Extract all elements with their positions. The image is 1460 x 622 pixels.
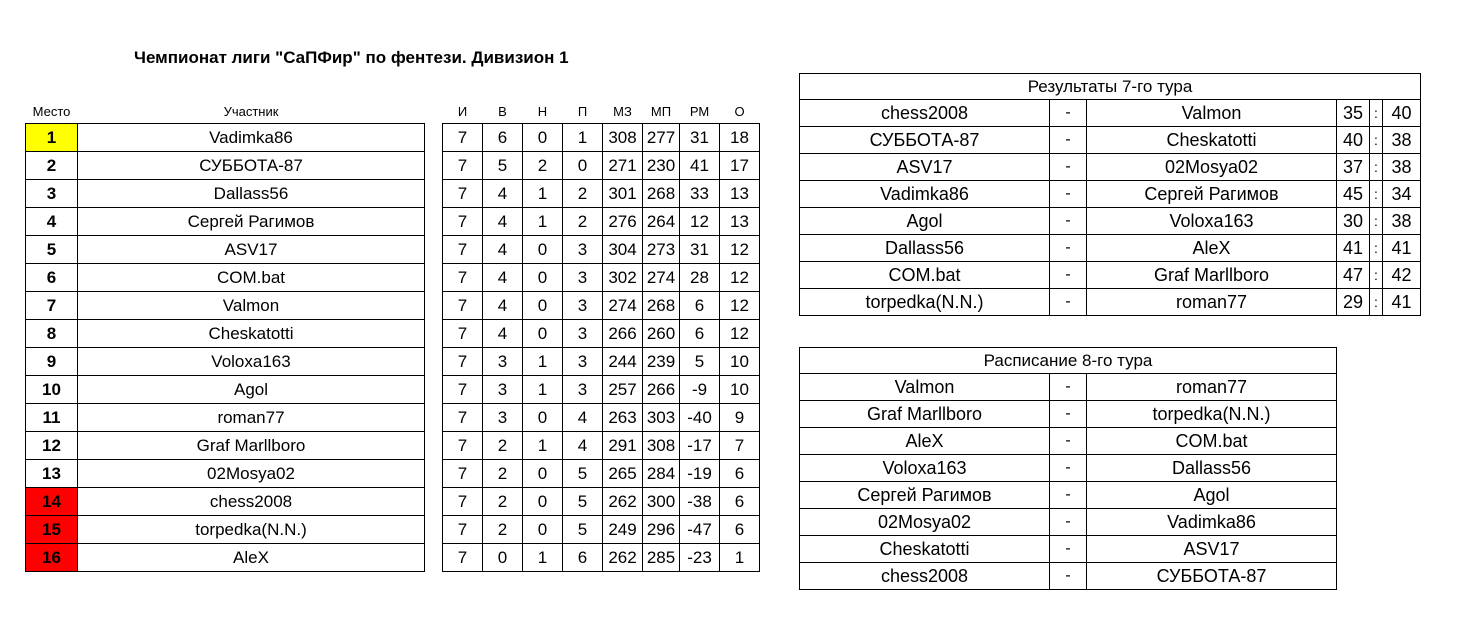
versus-dash: - [1050, 235, 1087, 262]
home-team: AleX [800, 428, 1050, 455]
scored-cell: 262 [603, 488, 643, 516]
games-cell: 7 [443, 376, 483, 404]
home-team: chess2008 [800, 100, 1050, 127]
versus-dash: - [1050, 208, 1087, 235]
home-score: 41 [1337, 235, 1370, 262]
draws-cell: 1 [523, 348, 563, 376]
place-cell: 5 [26, 236, 78, 264]
home-team: Vadimka86 [800, 181, 1050, 208]
schedule-row [800, 455, 1337, 482]
table-row [26, 124, 760, 152]
versus-dash: - [1050, 289, 1087, 316]
losses-cell: 5 [563, 516, 603, 544]
versus-dash: - [1050, 127, 1087, 154]
wins-cell: 4 [483, 236, 523, 264]
home-team: torpedka(N.N.) [800, 289, 1050, 316]
conceded-cell: 268 [643, 180, 680, 208]
scored-cell: 274 [603, 292, 643, 320]
points-cell: 12 [720, 264, 760, 292]
away-team: roman77 [1087, 374, 1337, 401]
games-cell: 7 [443, 152, 483, 180]
place-cell: 2 [26, 152, 78, 180]
points-cell: 12 [720, 320, 760, 348]
table-row [26, 432, 760, 460]
score-colon: : [1370, 154, 1383, 181]
wins-cell: 4 [483, 208, 523, 236]
place-cell: 3 [26, 180, 78, 208]
spacer-cell [425, 208, 443, 236]
place-cell: 14 [26, 488, 78, 516]
diff-cell: -40 [680, 404, 720, 432]
spacer-cell [425, 432, 443, 460]
header-place: Место [32, 104, 71, 119]
away-team: AleX [1087, 235, 1337, 262]
losses-cell: 1 [563, 124, 603, 152]
scored-cell: 257 [603, 376, 643, 404]
wins-cell: 6 [483, 124, 523, 152]
diff-cell: 6 [680, 320, 720, 348]
versus-dash: - [1050, 181, 1087, 208]
wins-cell: 4 [483, 292, 523, 320]
schedule-row [800, 563, 1337, 590]
games-cell: 7 [443, 180, 483, 208]
results-table [799, 73, 1421, 316]
scored-cell: 262 [603, 544, 643, 572]
schedule-row [800, 509, 1337, 536]
header-spacer [425, 101, 443, 124]
away-score: 38 [1383, 208, 1421, 235]
conceded-cell: 296 [643, 516, 680, 544]
versus-dash: - [1050, 509, 1087, 536]
wins-cell: 2 [483, 516, 523, 544]
home-team: Voloxa163 [800, 455, 1050, 482]
header-wins: В [498, 104, 507, 119]
participant-cell: СУББОТА-87 [78, 152, 425, 180]
losses-cell: 5 [563, 460, 603, 488]
participant-cell: COM.bat [78, 264, 425, 292]
spacer-cell [425, 180, 443, 208]
wins-cell: 4 [483, 264, 523, 292]
losses-cell: 5 [563, 488, 603, 516]
schedule-row [800, 374, 1337, 401]
header-name: Участник [223, 104, 279, 119]
home-team: ASV17 [800, 154, 1050, 181]
points-cell: 9 [720, 404, 760, 432]
wins-cell: 3 [483, 348, 523, 376]
scored-cell: 291 [603, 432, 643, 460]
away-score: 34 [1383, 181, 1421, 208]
spacer-cell [425, 236, 443, 264]
points-cell: 18 [720, 124, 760, 152]
draws-cell: 1 [523, 544, 563, 572]
diff-cell: -9 [680, 376, 720, 404]
points-cell: 10 [720, 376, 760, 404]
draws-cell: 1 [523, 376, 563, 404]
points-cell: 12 [720, 236, 760, 264]
header-losses: П [577, 104, 588, 119]
home-team: chess2008 [800, 563, 1050, 590]
versus-dash: - [1050, 100, 1087, 127]
conceded-cell: 230 [643, 152, 680, 180]
spacer-cell [425, 516, 443, 544]
losses-cell: 3 [563, 292, 603, 320]
points-cell: 13 [720, 208, 760, 236]
participant-cell: ASV17 [78, 236, 425, 264]
diff-cell: 31 [680, 236, 720, 264]
versus-dash: - [1050, 428, 1087, 455]
away-team: Voloxa163 [1087, 208, 1337, 235]
schedule-row [800, 428, 1337, 455]
points-cell: 13 [720, 180, 760, 208]
losses-cell: 0 [563, 152, 603, 180]
points-cell: 7 [720, 432, 760, 460]
score-colon: : [1370, 181, 1383, 208]
scored-cell: 276 [603, 208, 643, 236]
home-team: Valmon [800, 374, 1050, 401]
home-score: 30 [1337, 208, 1370, 235]
diff-cell: 41 [680, 152, 720, 180]
away-score: 41 [1383, 289, 1421, 316]
losses-cell: 3 [563, 236, 603, 264]
home-score: 37 [1337, 154, 1370, 181]
points-cell: 10 [720, 348, 760, 376]
spacer-cell [425, 376, 443, 404]
result-row [800, 208, 1421, 235]
games-cell: 7 [443, 348, 483, 376]
diff-cell: -38 [680, 488, 720, 516]
losses-cell: 2 [563, 208, 603, 236]
scored-cell: 263 [603, 404, 643, 432]
place-cell: 15 [26, 516, 78, 544]
header-draws: Н [537, 104, 548, 119]
points-cell: 12 [720, 292, 760, 320]
place-cell: 10 [26, 376, 78, 404]
participant-cell: Voloxa163 [78, 348, 425, 376]
games-cell: 7 [443, 544, 483, 572]
games-cell: 7 [443, 432, 483, 460]
diff-cell: 5 [680, 348, 720, 376]
score-colon: : [1370, 127, 1383, 154]
draws-cell: 2 [523, 152, 563, 180]
wins-cell: 5 [483, 152, 523, 180]
losses-cell: 4 [563, 432, 603, 460]
table-row [26, 544, 760, 572]
diff-cell: -47 [680, 516, 720, 544]
away-score: 38 [1383, 154, 1421, 181]
away-team: COM.bat [1087, 428, 1337, 455]
versus-dash: - [1050, 154, 1087, 181]
home-team: Cheskatotti [800, 536, 1050, 563]
games-cell: 7 [443, 488, 483, 516]
header-diff: РМ [689, 104, 710, 119]
result-row [800, 289, 1421, 316]
home-team: СУББОТА-87 [800, 127, 1050, 154]
losses-cell: 2 [563, 180, 603, 208]
home-team: Dallass56 [800, 235, 1050, 262]
results-title: Результаты 7-го тура [800, 74, 1421, 100]
draws-cell: 0 [523, 292, 563, 320]
table-row [26, 460, 760, 488]
losses-cell: 3 [563, 320, 603, 348]
spacer-cell [425, 124, 443, 152]
conceded-cell: 266 [643, 376, 680, 404]
scored-cell: 302 [603, 264, 643, 292]
scored-cell: 301 [603, 180, 643, 208]
result-row [800, 100, 1421, 127]
draws-cell: 0 [523, 124, 563, 152]
scored-cell: 265 [603, 460, 643, 488]
draws-cell: 0 [523, 264, 563, 292]
spacer-cell [425, 320, 443, 348]
losses-cell: 3 [563, 348, 603, 376]
participant-cell: Сергей Рагимов [78, 208, 425, 236]
home-score: 29 [1337, 289, 1370, 316]
away-team: roman77 [1087, 289, 1337, 316]
conceded-cell: 264 [643, 208, 680, 236]
wins-cell: 2 [483, 488, 523, 516]
spacer-cell [425, 264, 443, 292]
diff-cell: -23 [680, 544, 720, 572]
games-cell: 7 [443, 124, 483, 152]
wins-cell: 4 [483, 180, 523, 208]
away-score: 41 [1383, 235, 1421, 262]
spacer-cell [425, 292, 443, 320]
draws-cell: 0 [523, 320, 563, 348]
games-cell: 7 [443, 208, 483, 236]
versus-dash: - [1050, 455, 1087, 482]
schedule-table [799, 347, 1337, 590]
standings-table [25, 101, 760, 572]
score-colon: : [1370, 262, 1383, 289]
schedule-row [800, 401, 1337, 428]
spacer-cell [425, 348, 443, 376]
draws-cell: 0 [523, 488, 563, 516]
place-cell: 4 [26, 208, 78, 236]
versus-dash: - [1050, 262, 1087, 289]
conceded-cell: 273 [643, 236, 680, 264]
wins-cell: 0 [483, 544, 523, 572]
diff-cell: 33 [680, 180, 720, 208]
conceded-cell: 274 [643, 264, 680, 292]
conceded-cell: 300 [643, 488, 680, 516]
spacer-cell [425, 488, 443, 516]
away-team: Agol [1087, 482, 1337, 509]
losses-cell: 6 [563, 544, 603, 572]
participant-cell: roman77 [78, 404, 425, 432]
diff-cell: -17 [680, 432, 720, 460]
points-cell: 6 [720, 488, 760, 516]
conceded-cell: 303 [643, 404, 680, 432]
away-team: СУББОТА-87 [1087, 563, 1337, 590]
scored-cell: 249 [603, 516, 643, 544]
scored-cell: 271 [603, 152, 643, 180]
conceded-cell: 285 [643, 544, 680, 572]
spacer-cell [425, 544, 443, 572]
result-row [800, 181, 1421, 208]
score-colon: : [1370, 235, 1383, 262]
versus-dash: - [1050, 374, 1087, 401]
result-row [800, 262, 1421, 289]
draws-cell: 1 [523, 432, 563, 460]
draws-cell: 1 [523, 208, 563, 236]
place-cell: 12 [26, 432, 78, 460]
draws-cell: 1 [523, 180, 563, 208]
participant-cell: AleX [78, 544, 425, 572]
home-team: 02Mosya02 [800, 509, 1050, 536]
table-row [26, 376, 760, 404]
conceded-cell: 284 [643, 460, 680, 488]
points-cell: 1 [720, 544, 760, 572]
score-colon: : [1370, 100, 1383, 127]
versus-dash: - [1050, 536, 1087, 563]
diff-cell: 28 [680, 264, 720, 292]
participant-cell: Vadimka86 [78, 124, 425, 152]
losses-cell: 3 [563, 264, 603, 292]
home-team: COM.bat [800, 262, 1050, 289]
home-team: Graf Marllboro [800, 401, 1050, 428]
points-cell: 17 [720, 152, 760, 180]
draws-cell: 0 [523, 516, 563, 544]
away-score: 42 [1383, 262, 1421, 289]
result-row [800, 154, 1421, 181]
scored-cell: 266 [603, 320, 643, 348]
losses-cell: 4 [563, 404, 603, 432]
conceded-cell: 277 [643, 124, 680, 152]
table-row [26, 292, 760, 320]
participant-cell: 02Mosya02 [78, 460, 425, 488]
participant-cell: Graf Marllboro [78, 432, 425, 460]
away-team: ASV17 [1087, 536, 1337, 563]
wins-cell: 3 [483, 376, 523, 404]
games-cell: 7 [443, 264, 483, 292]
participant-cell: Cheskatotti [78, 320, 425, 348]
place-cell: 9 [26, 348, 78, 376]
home-team: Agol [800, 208, 1050, 235]
schedule-row [800, 482, 1337, 509]
table-row [26, 348, 760, 376]
result-row [800, 235, 1421, 262]
away-team: Cheskatotti [1087, 127, 1337, 154]
participant-cell: Valmon [78, 292, 425, 320]
games-cell: 7 [443, 236, 483, 264]
away-team: Valmon [1087, 100, 1337, 127]
table-row [26, 236, 760, 264]
table-row [26, 320, 760, 348]
place-cell: 1 [26, 124, 78, 152]
games-cell: 7 [443, 320, 483, 348]
conceded-cell: 308 [643, 432, 680, 460]
table-row [26, 516, 760, 544]
place-cell: 16 [26, 544, 78, 572]
header-points: О [734, 104, 745, 119]
versus-dash: - [1050, 401, 1087, 428]
header-conceded: МП [650, 104, 672, 119]
away-team: torpedka(N.N.) [1087, 401, 1337, 428]
wins-cell: 4 [483, 320, 523, 348]
table-row [26, 180, 760, 208]
draws-cell: 0 [523, 404, 563, 432]
conceded-cell: 260 [643, 320, 680, 348]
schedule-title: Расписание 8-го тура [800, 348, 1337, 374]
schedule-row [800, 536, 1337, 563]
conceded-cell: 239 [643, 348, 680, 376]
spacer-cell [425, 404, 443, 432]
wins-cell: 2 [483, 432, 523, 460]
away-team: Vadimka86 [1087, 509, 1337, 536]
table-row [26, 404, 760, 432]
result-row [800, 127, 1421, 154]
participant-cell: chess2008 [78, 488, 425, 516]
draws-cell: 0 [523, 460, 563, 488]
versus-dash: - [1050, 482, 1087, 509]
scored-cell: 244 [603, 348, 643, 376]
participant-cell: Dallass56 [78, 180, 425, 208]
diff-cell: 31 [680, 124, 720, 152]
place-cell: 11 [26, 404, 78, 432]
games-cell: 7 [443, 404, 483, 432]
spacer-cell [425, 460, 443, 488]
scored-cell: 304 [603, 236, 643, 264]
diff-cell: 6 [680, 292, 720, 320]
points-cell: 6 [720, 516, 760, 544]
away-team: Dallass56 [1087, 455, 1337, 482]
draws-cell: 0 [523, 236, 563, 264]
away-team: 02Mosya02 [1087, 154, 1337, 181]
place-cell: 6 [26, 264, 78, 292]
wins-cell: 3 [483, 404, 523, 432]
versus-dash: - [1050, 563, 1087, 590]
diff-cell: -19 [680, 460, 720, 488]
place-cell: 13 [26, 460, 78, 488]
wins-cell: 2 [483, 460, 523, 488]
games-cell: 7 [443, 292, 483, 320]
place-cell: 8 [26, 320, 78, 348]
table-row [26, 152, 760, 180]
standings-header [26, 101, 760, 124]
home-score: 45 [1337, 181, 1370, 208]
away-team: Graf Marllboro [1087, 262, 1337, 289]
header-scored: МЗ [613, 104, 632, 119]
points-cell: 6 [720, 460, 760, 488]
games-cell: 7 [443, 460, 483, 488]
losses-cell: 3 [563, 376, 603, 404]
away-score: 40 [1383, 100, 1421, 127]
table-row [26, 488, 760, 516]
scored-cell: 308 [603, 124, 643, 152]
conceded-cell: 268 [643, 292, 680, 320]
home-score: 40 [1337, 127, 1370, 154]
score-colon: : [1370, 208, 1383, 235]
score-colon: : [1370, 289, 1383, 316]
away-score: 38 [1383, 127, 1421, 154]
diff-cell: 12 [680, 208, 720, 236]
home-score: 47 [1337, 262, 1370, 289]
participant-cell: Agol [78, 376, 425, 404]
participant-cell: torpedka(N.N.) [78, 516, 425, 544]
spacer-cell [425, 152, 443, 180]
table-row [26, 264, 760, 292]
away-team: Сергей Рагимов [1087, 181, 1337, 208]
table-row [26, 208, 760, 236]
page-title: Чемпионат лиги "СаПФир" по фентези. Дивизион 1 [134, 48, 569, 67]
place-cell: 7 [26, 292, 78, 320]
home-score: 35 [1337, 100, 1370, 127]
header-games: И [457, 104, 468, 119]
home-team: Сергей Рагимов [800, 482, 1050, 509]
games-cell: 7 [443, 516, 483, 544]
